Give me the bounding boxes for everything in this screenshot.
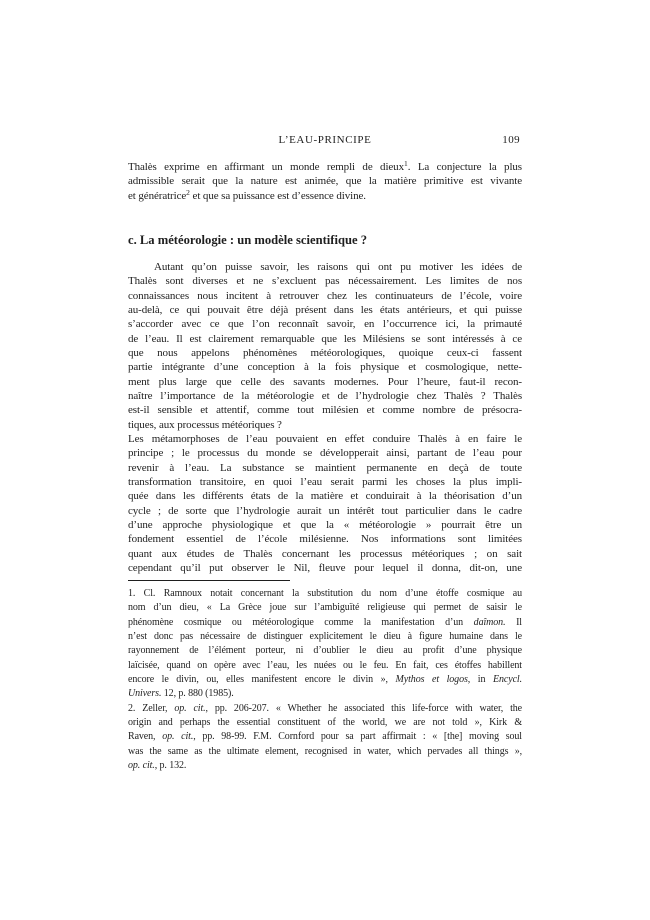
paragraph-2	[128, 260, 522, 432]
text-line: rayonnement de l’élément porteur, ni d’oublier le dieu au profit d’une physique	[128, 645, 522, 657]
text-line: quant aux études de Thalès concernant les processus météoriques ; on sait	[128, 547, 522, 560]
text-line: ment plus large que celle des savants modernes. Pour l’heure, faut-il recon-	[128, 375, 522, 388]
text-line: cycle ; de sorte que l’hydrologie aurait un intérêt tout particulier dans le cadre	[128, 504, 522, 517]
text-line: laïcisée, quand on opère avec l’eau, les nuées ou le feu. En fait, ces étoffes habillent	[128, 659, 522, 671]
text-line: Raven, op. cit., pp. 98-99. F.M. Cornford pour sa part affirmait : « [the] moving soul	[128, 731, 522, 743]
text-line: n’est donc pas nécessaire de distinguer explicitement le dieu à figure humaine dans le	[128, 630, 522, 642]
text-line: connaissances nous incitent à retrouver chez les continuateurs de l’école, voire	[128, 289, 522, 302]
main-text	[128, 260, 522, 575]
text-line: quée dans les différents états de la matière et conduirait à la théorisation d’un	[128, 490, 522, 503]
text-line: transformation transitoire, en quoi l’eau serait parmi les choses la plus impli-	[128, 475, 522, 488]
text-line: s’accorder avec ce que l’on reconnaît savoir, en l’occurrence ici, la primauté	[128, 318, 522, 331]
text-line: tiques, aux processus météoriques ?	[128, 418, 282, 431]
text-line: encore le divin, ou, elles manifestent encore le divin », Mythos et logos, in Encycl.	[128, 673, 522, 685]
text-line: 2. Zeller, op. cit., pp. 206-207. « Whether he associated this life-force with water, the	[128, 702, 522, 714]
text-line: que nous appelons phénomènes météorologiques, quoique ceux-ci fassent	[128, 346, 522, 359]
footnote-separator	[128, 580, 290, 581]
text-line: au-delà, ce qui pouvait être déjà présent dans les états antérieurs, et qui puisse	[128, 303, 522, 316]
text-line: Thalès exprime en affirmant un monde rempli de dieux$^1$. La conjecture la plus	[128, 159, 522, 173]
text-line: admissible serait que la nature est animée, que la matière primitive est vivante	[128, 175, 522, 188]
footnote-marker: 2	[186, 187, 190, 197]
text-line: op. cit., p. 132.	[128, 759, 187, 771]
text-line: partie intégrante d’une conception à la fois physique et cosmologique, nette-	[128, 361, 522, 374]
section-heading: c. La météorologie : un modèle scientifique ?	[128, 233, 368, 247]
text-line: Univers. 12, p. 880 (1985).	[128, 688, 234, 700]
footnote-marker: 1	[403, 159, 408, 168]
text-line: origin and perhaps the essential constituent of the world, we are not told », Kirk &	[128, 716, 522, 728]
text-line: Les métamorphoses de l’eau pouvaient en effet conduire Thalès à en faire le	[128, 432, 522, 445]
footnotes	[128, 587, 522, 773]
paragraph-intro	[128, 160, 522, 203]
page-number: 109	[502, 134, 520, 146]
header-title: L’EAU-PRINCIPE	[278, 134, 372, 146]
text-line: revenir à l’eau. La substance se maintient permanente en deçà de toute	[128, 461, 522, 474]
footnote-2	[128, 702, 522, 774]
italic-text: op. cit.	[162, 731, 194, 743]
text-line: fondement essentiel de l’école milésienne. Nos informations sont limitées	[128, 533, 522, 546]
text-line: est-il sensible et attentif, comme tout milésien et comme nombre de présocra-	[128, 404, 522, 417]
text-line: naître l’importance de la météorologie et de l’hydrologie chez Thalès ? Thalès	[128, 389, 522, 402]
text-line: was the same as the ultimate element, recognised in water, which pervades all things »,	[128, 745, 522, 757]
text-line: d’une approche physiologique et que la « météorologie » pourrait être un	[128, 518, 522, 531]
italic-text: Encycl.	[492, 673, 522, 685]
italic-text: op. cit.	[174, 702, 206, 714]
text-line: phénomène cosmique ou météorologique comme la manifestation d’un daîmon. Il	[128, 616, 522, 628]
text-line: nom d’un dieu, « La Grèce joue sur l’ambiguïté religieuse qui permet de saisir le	[128, 602, 522, 614]
text-column	[128, 0, 522, 920]
paragraph-3	[128, 432, 522, 575]
text-line: Thalès sont diverses et ne s’excluent pas nécessairement. Les limites de nos	[128, 275, 522, 288]
italic-text: Univers.	[128, 688, 162, 700]
text-line: et génératrice$^2$ et que sa puissance est d’essence divine.	[128, 187, 366, 202]
text-line: de l’eau. Il est clairement remarquable que les Milésiens se sont intéressés à ce	[128, 332, 522, 345]
text-line: principe ; le processus du monde se développerait ainsi, partant de l’eau pour	[128, 447, 522, 460]
footnote-1	[128, 587, 522, 702]
italic-text: daîmon.	[473, 616, 506, 628]
text-line: Autant qu’on puisse savoir, les raisons qui ont pu motiver les idées de	[154, 261, 522, 273]
italic-text: Mythos et logos,	[395, 673, 471, 685]
text-line: cependant qu’il put observer le Nil, fleuve pour lequel il donna, dit-on, une	[128, 561, 522, 574]
text-line: 1. Cl. Ramnoux notait concernant la substitution du nom d’une étoffe cosmique au	[128, 588, 522, 599]
italic-text: op. cit.	[128, 759, 155, 771]
